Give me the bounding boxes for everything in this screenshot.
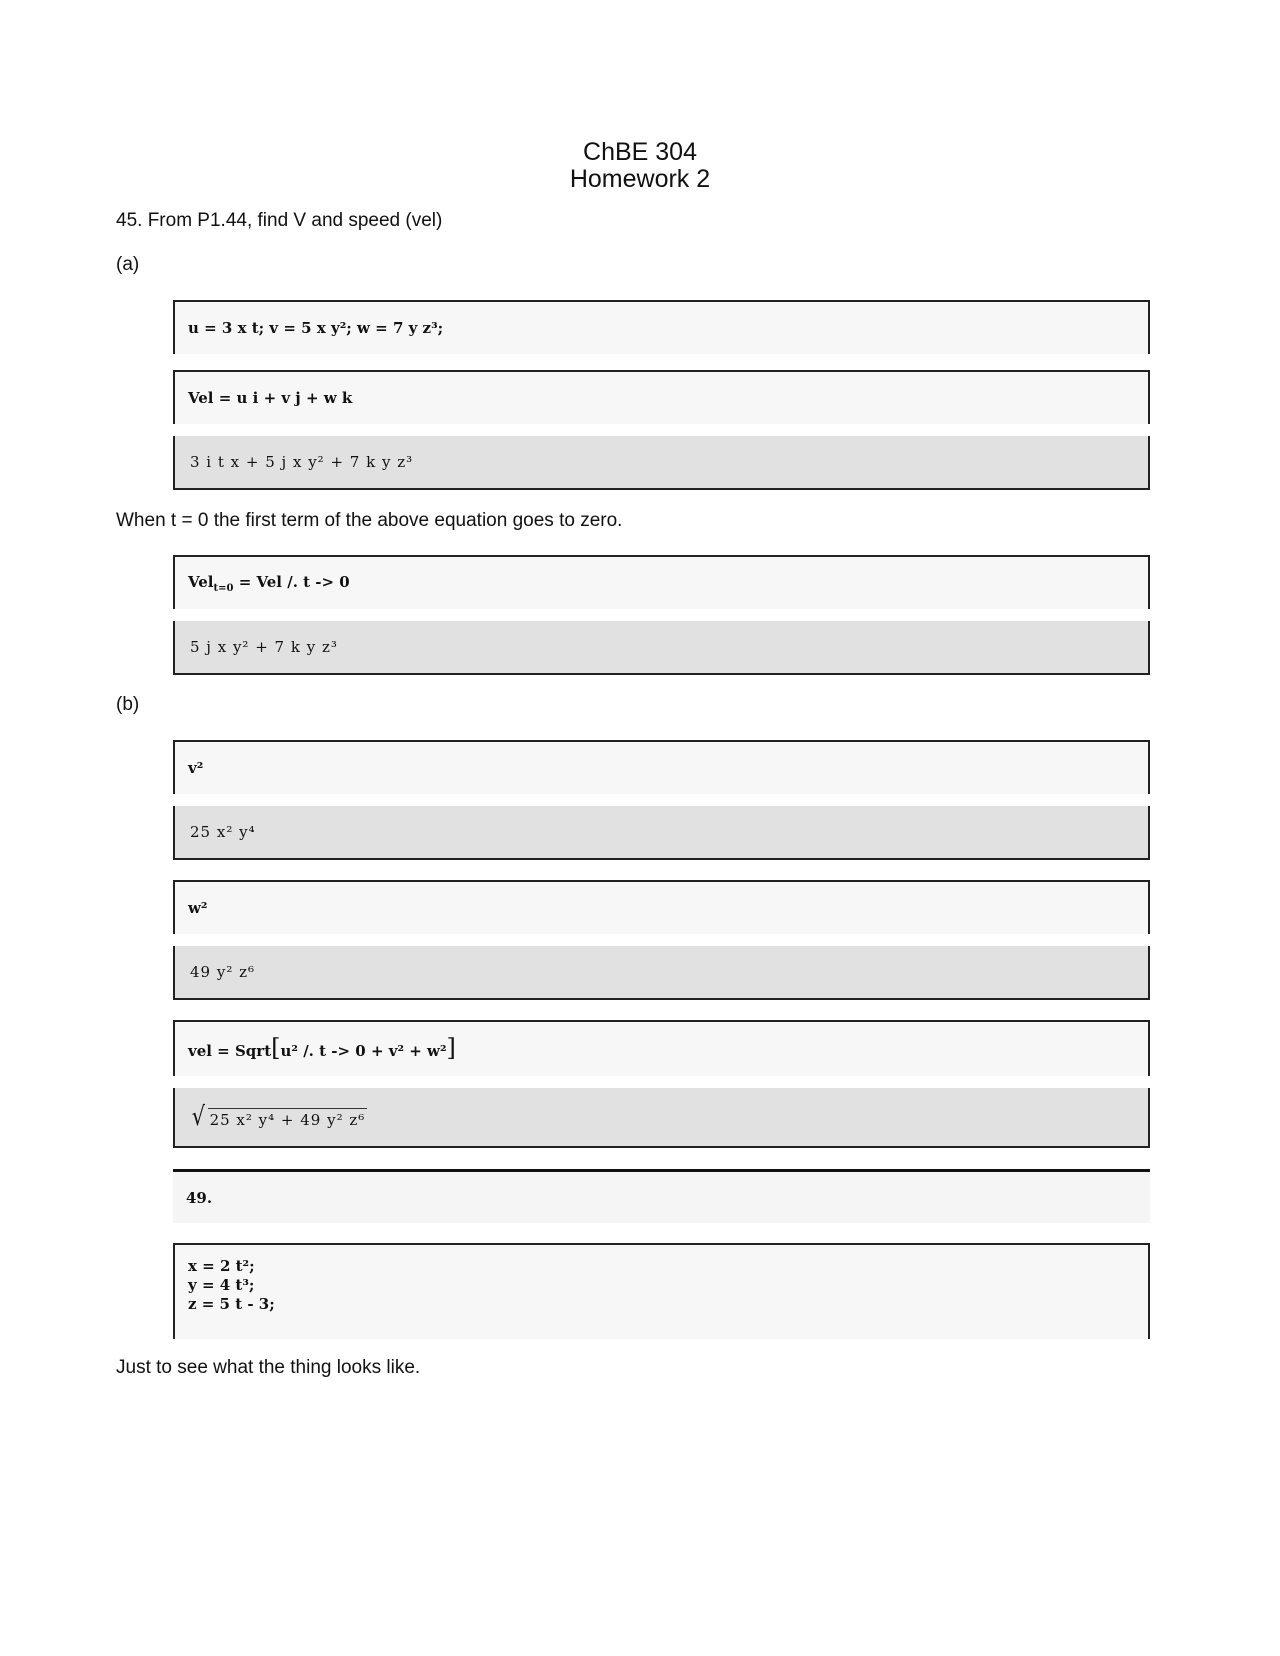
output-w2-text: 49 y² z⁶ [190, 963, 256, 981]
radicand: 25 x² y⁴ + 49 y² z⁶ [208, 1108, 368, 1129]
output-cell-vel [173, 436, 1150, 490]
input-cell-v2[interactable] [173, 740, 1150, 794]
input-cell-speed[interactable] [173, 1020, 1150, 1076]
input-v2-text: v² [188, 759, 204, 777]
radical-sign: √ [191, 1102, 206, 1132]
open-bracket: [ [271, 1034, 281, 1062]
input-components-text: u = 3 x t; v = 5 x y²; w = 7 y z³; [188, 319, 444, 337]
output-cell-w2 [173, 946, 1150, 1000]
output-vel-t0-text: 5 j x y² + 7 k y z³ [190, 638, 338, 656]
assignment-title: Homework 2 [569, 165, 711, 193]
output-cell-speed [173, 1088, 1150, 1148]
close-bracket: ] [446, 1034, 456, 1062]
input-cell-vel[interactable] [173, 370, 1150, 424]
output-vel-text: 3 i t x + 5 j x y² + 7 k y z³ [190, 453, 414, 471]
problem-45-statement: 45. From P1.44, find V and speed (vel) [116, 210, 443, 231]
speed-prefix: vel = Sqrt [188, 1042, 272, 1060]
sqrt-expression [190, 1102, 367, 1132]
output-v2-text: 25 x² y⁴ [190, 823, 256, 841]
vel-t0-rest: = Vel /. t -> 0 [233, 572, 350, 591]
input-cell-vel-t0[interactable] [173, 555, 1150, 609]
input-w2-text: w² [188, 899, 208, 917]
input-cell-parametric[interactable] [173, 1243, 1150, 1339]
input-speed-expression [188, 1034, 456, 1062]
output-cell-v2 [173, 806, 1150, 860]
problem-49-heading: 49. [186, 1188, 213, 1207]
input-cell-w2[interactable] [173, 880, 1150, 934]
input-vel-t0-expression [188, 573, 350, 594]
input-cell-components[interactable] [173, 300, 1150, 354]
part-b-label: (b) [116, 694, 140, 715]
speed-argument: u² /. t -> 0 + v² + w² [280, 1042, 447, 1060]
problem-49-heading-cell[interactable] [173, 1169, 1150, 1223]
output-cell-vel-t0 [173, 621, 1150, 675]
part-a-label: (a) [116, 254, 140, 275]
problem-49-note: Just to see what the thing looks like. [116, 1357, 421, 1378]
vel-subscript: t=0 [213, 582, 234, 594]
note-t0: When t = 0 the first term of the above equation goes to zero. [116, 510, 623, 531]
input-vel-text: Vel = u i + v j + w k [188, 389, 353, 407]
parametric-line-z: z = 5 t - 3; [188, 1295, 275, 1313]
parametric-line-y: y = 4 t³; [188, 1276, 255, 1294]
course-title: ChBE 304 [583, 138, 697, 166]
parametric-line-x: x = 2 t²; [188, 1257, 255, 1275]
vel-name: Vel [188, 572, 214, 591]
